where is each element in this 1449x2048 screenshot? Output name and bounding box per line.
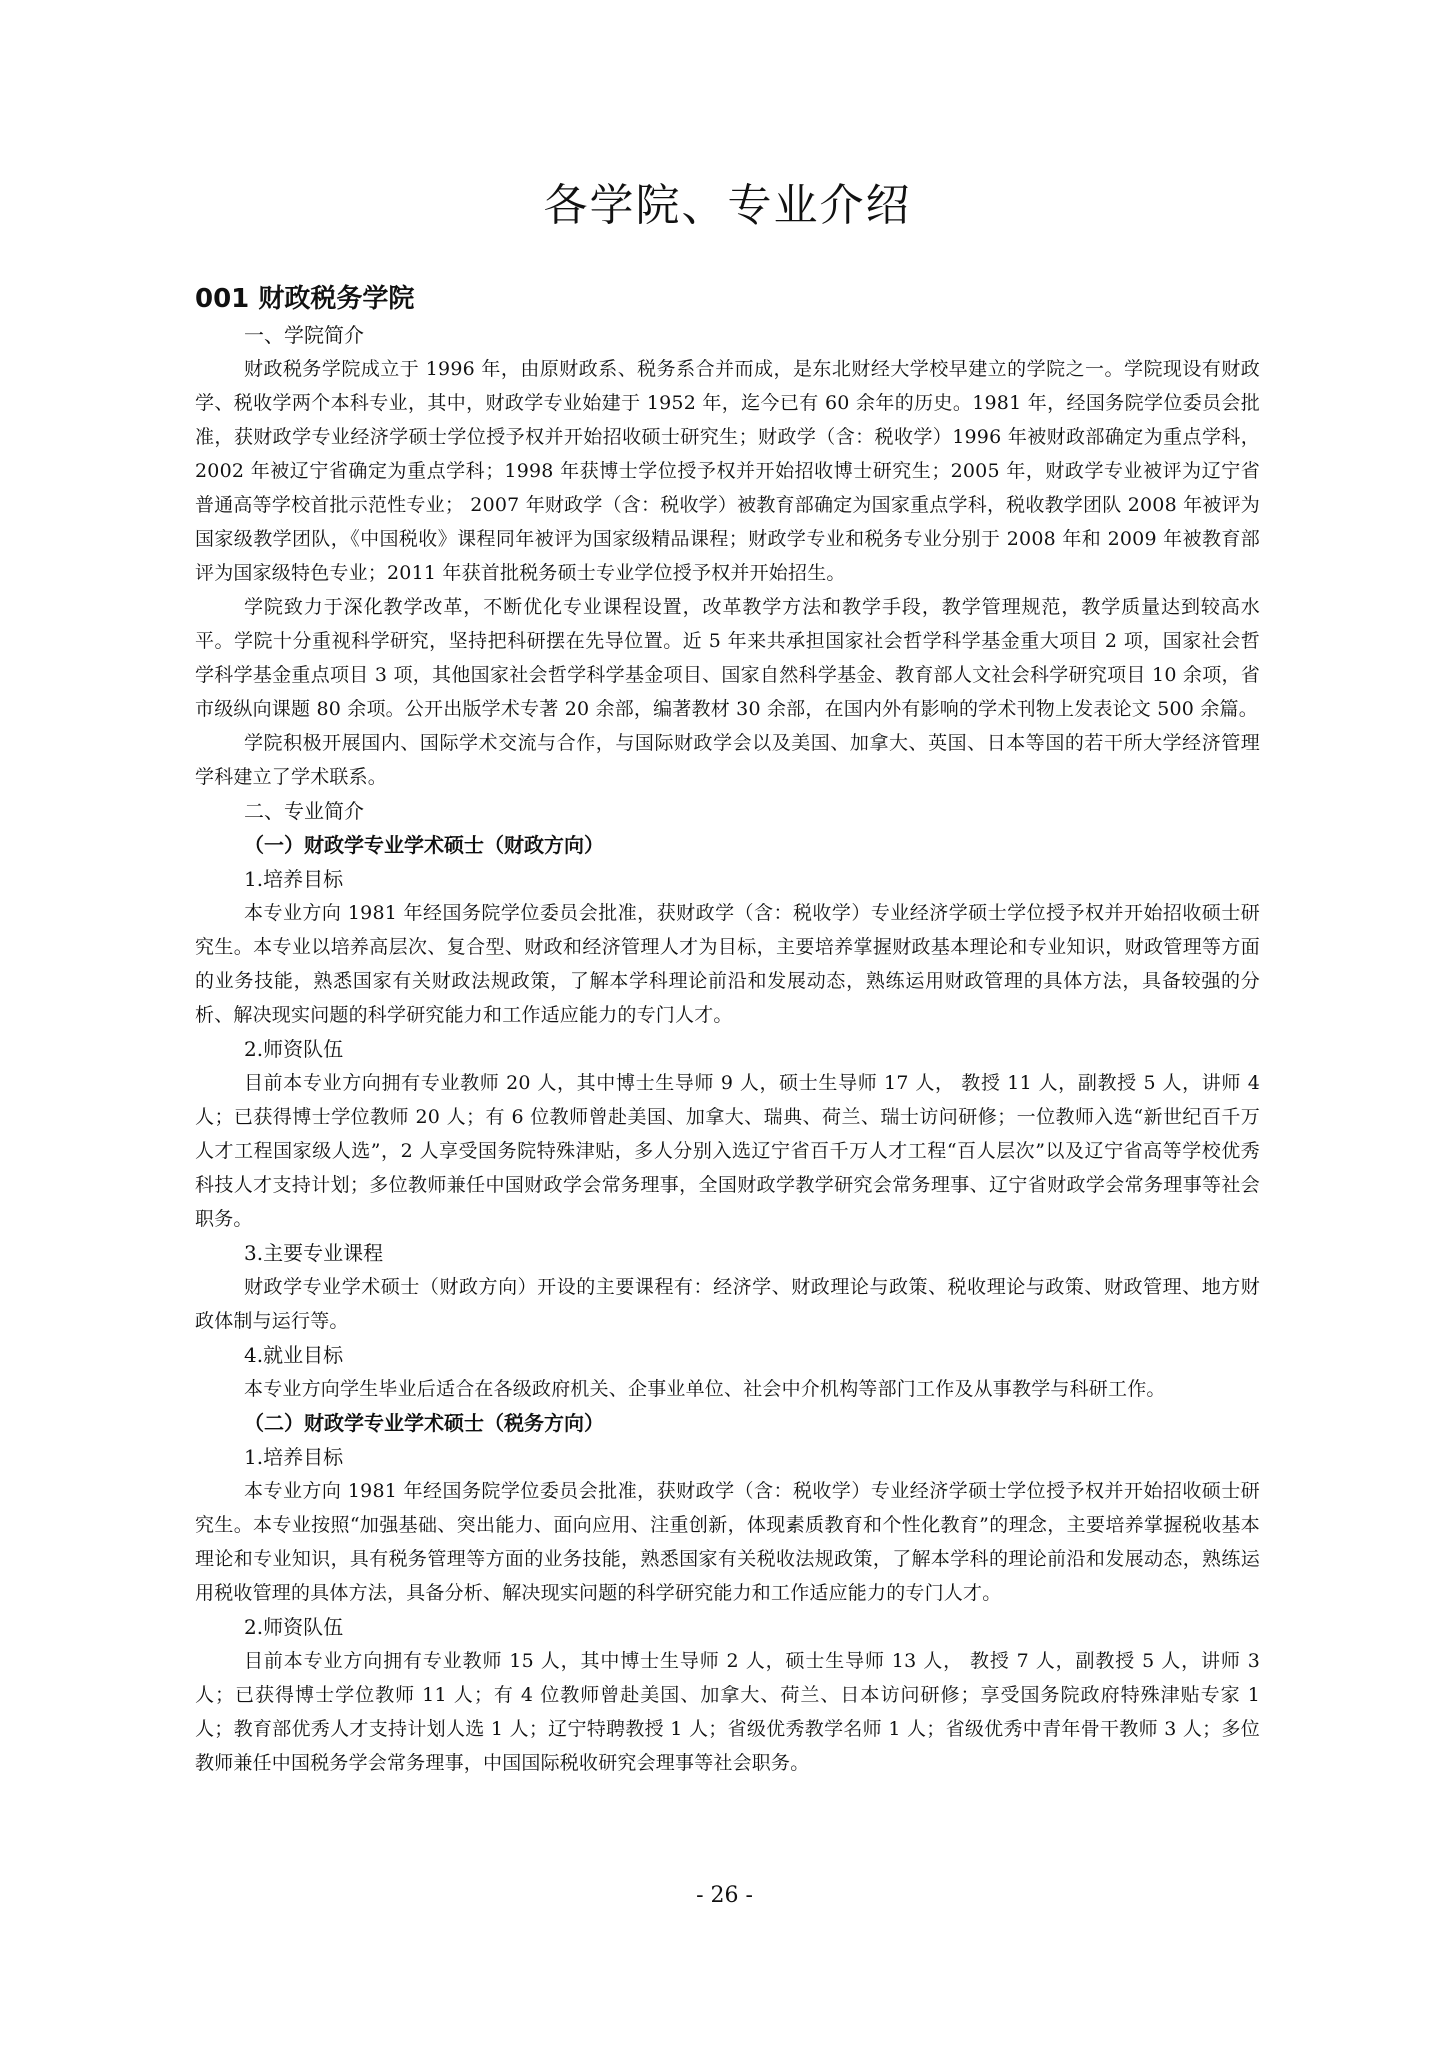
item-heading: 4.就业目标	[244, 1343, 344, 1367]
page-content	[195, 176, 1260, 1780]
section-college-intro	[195, 318, 1260, 794]
paragraph: 目前本专业方向拥有专业教师 15 人，其中博士生导师 2 人，硕士生导师 13 人， 教授 7 人，副教授 5 人，讲师 3 人；已获得博士学位教师 11 人；有 4 位教师曾赴美国、加拿大、荷兰、日本访问研修；享受国务院政府特殊津贴专家 1 人；教育部优秀人才支持计划人选 1 人；辽宁特聘教授 1 人；省级优秀教学名师 1 人；省级优秀中青年骨干教师 3 人；多位教师兼任中国税务学会常务理事，中国国际税收研究会理事等社会职务。	[195, 1650, 1260, 1774]
paragraph: 本专业方向 1981 年经国务院学位委员会批准，获财政学（含：税收学）专业经济学硕士学位授予权并开始招收硕士研究生。本专业按照“加强基础、突出能力、面向应用、注重创新，体现素质教育和个性化教育”的理念，主要培养掌握税收基本理论和专业知识，具有税务管理等方面的业务技能，熟悉国家有关税收法规政策，了解本学科的理论前沿和发展动态，熟练运用税收管理的具体方法，具备分析、解决现实问题的科学研究能力和工作适应能力的专门人才。	[195, 1480, 1260, 1604]
paragraph: 财政税务学院成立于 1996 年，由原财政系、税务系合并而成，是东北财经大学校早建立的学院之一。学院现设有财政学、税收学两个本科专业，其中，财政学专业始建于 1952 年，迄今已有 60 余年的历史。1981 年，经国务院学位委员会批准，获财政学专业经济学硕士学位授予权并开始招收硕士研究生；财政学（含：税收学）1996 年被财政部确定为重点学科，2002 年被辽宁省确定为重点学科；1998 年获博士学位授予权并开始招收博士研究生；2005 年，财政学专业被评为辽宁省普通高等学校首批示范性专业； 2007 年财政学（含：税收学）被教育部确定为国家重点学科，税收教学团队 2008 年被评为国家级教学团队，《中国税收》课程同年被评为国家级精品课程；财政学专业和税务专业分别于 2008 年和 2009 年被教育部评为国家级特色专业；2011 年获首批税务硕士专业学位授予权并开始招生。	[195, 358, 1260, 584]
program-block-finance	[195, 828, 1260, 1406]
item-heading: 2.师资队伍	[244, 1037, 344, 1061]
program-heading: （一）财政学专业学术硕士（财政方向）	[244, 833, 604, 857]
program-block-taxation	[195, 1406, 1260, 1780]
item-heading: 1.培养目标	[244, 867, 344, 891]
page-title: 各学院、专业介绍	[543, 180, 912, 231]
section-heading: 二、专业简介	[244, 799, 364, 823]
item-heading: 2.师资队伍	[244, 1615, 344, 1639]
paragraph: 学院积极开展国内、国际学术交流与合作，与国际财政学会以及美国、加拿大、英国、日本等国的若干所大学经济管理学科建立了学术联系。	[195, 732, 1260, 788]
item-heading: 3.主要专业课程	[244, 1241, 384, 1265]
program-heading: （二）财政学专业学术硕士（税务方向）	[244, 1411, 604, 1435]
section-heading: 一、学院简介	[244, 323, 364, 347]
paragraph: 本专业方向学生毕业后适合在各级政府机关、企事业单位、社会中介机构等部门工作及从事教学与科研工作。	[244, 1378, 1166, 1400]
paragraph: 目前本专业方向拥有专业教师 20 人，其中博士生导师 9 人，硕士生导师 17 人， 教授 11 人，副教授 5 人，讲师 4 人；已获得博士学位教师 20 人；有 6 位教师曾赴美国、加拿大、瑞典、荷兰、瑞士访问研修；一位教师入选“新世纪百千万人才工程国家级人选”，2 人享受国务院特殊津贴，多人分别入选辽宁省百千万人才工程“百人层次”以及辽宁省高等学校优秀科技人才支持计划；多位教师兼任中国财政学会常务理事，全国财政学教学研究会常务理事、辽宁省财政学会常务理事等社会职务。	[195, 1072, 1260, 1230]
paragraph: 学院致力于深化教学改革，不断优化专业课程设置，改革教学方法和教学手段，教学管理规范，教学质量达到较高水平。学院十分重视科学研究，坚持把科研摆在先导位置。近 5 年来共承担国家社会哲学科学基金重大项目 2 项，国家社会哲学科学基金重点项目 3 项，其他国家社会哲学科学基金项目、国家自然科学基金、教育部人文社会科学研究项目 10 余项，省市级纵向课题 80 余项。公开出版学术专著 20 余部，编著教材 30 余部，在国内外有影响的学术刊物上发表论文 500 余篇。	[195, 596, 1260, 720]
college-heading: 001 财政税务学院	[195, 284, 415, 314]
paragraph: 本专业方向 1981 年经国务院学位委员会批准，获财政学（含：税收学）专业经济学硕士学位授予权并开始招收硕士研究生。本专业以培养高层次、复合型、财政和经济管理人才为目标，主要培养掌握财政基本理论和专业知识，财政管理等方面的业务技能，熟悉国家有关财政法规政策，了解本学科理论前沿和发展动态，熟练运用财政管理的具体方法，具备较强的分析、解决现实问题的科学研究能力和工作适应能力的专门人才。	[195, 902, 1260, 1026]
item-heading: 1.培养目标	[244, 1445, 344, 1469]
page-number: - 26 -	[696, 1883, 753, 1908]
section-program-intro	[195, 794, 1260, 1780]
paragraph: 财政学专业学术硕士（财政方向）开设的主要课程有：经济学、财政理论与政策、税收理论与政策、财政管理、地方财政体制与运行等。	[195, 1276, 1260, 1332]
